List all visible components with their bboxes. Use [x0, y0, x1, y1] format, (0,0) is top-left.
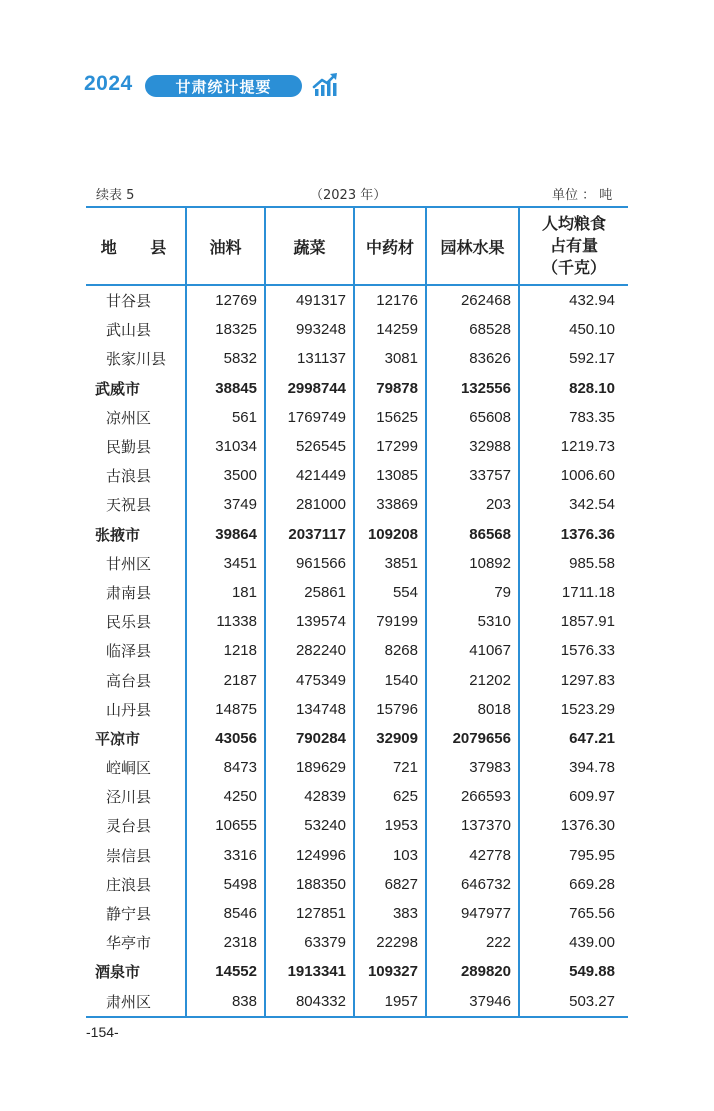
fruits-cell: 262468 [426, 285, 519, 315]
oilseed-cell: 14552 [186, 957, 265, 986]
page-number: -154- [86, 1024, 119, 1040]
fruits-cell: 79 [426, 578, 519, 607]
herbs-cell: 15625 [354, 403, 426, 432]
oilseed-cell: 181 [186, 578, 265, 607]
herbs-cell: 109327 [354, 957, 426, 986]
region-name-cell: 庄浪县 [106, 875, 152, 894]
herbs-cell: 33869 [354, 490, 426, 519]
oilseed-cell: 39864 [186, 520, 265, 549]
vegetables-cell: 961566 [265, 549, 354, 578]
oilseed-cell: 8546 [186, 899, 265, 928]
oilseed-cell: 10655 [186, 811, 265, 840]
fruits-cell: 68528 [426, 315, 519, 344]
herbs-cell: 79878 [354, 374, 426, 403]
county-row [86, 870, 628, 899]
city-row [86, 957, 628, 986]
vegetables-cell: 281000 [265, 490, 354, 519]
herbs-cell: 32909 [354, 724, 426, 753]
grain-per-capita-cell: 765.56 [519, 899, 628, 928]
region-name-cell: 凉州区 [106, 408, 152, 427]
fruits-cell: 5310 [426, 607, 519, 636]
grain-per-capita-cell: 1219.73 [519, 432, 628, 461]
book-title-pill: 甘肃统计提要 [145, 75, 302, 97]
grain-per-capita-cell: 647.21 [519, 724, 628, 753]
grain-per-capita-cell: 549.88 [519, 957, 628, 986]
vegetables-cell: 131137 [265, 344, 354, 373]
region-name-cell: 平凉市 [95, 729, 141, 748]
region-name-cell: 肃南县 [106, 583, 152, 602]
county-row [86, 987, 628, 1017]
herbs-cell: 383 [354, 899, 426, 928]
year-note: （2023 年） [310, 188, 387, 203]
fruits-cell: 37946 [426, 987, 519, 1017]
region-name-cell: 华亭市 [106, 934, 152, 953]
region-name-cell: 张家川县 [106, 350, 167, 369]
herbs-cell: 12176 [354, 285, 426, 315]
col-header-herbs: 中药材 [354, 207, 426, 285]
herbs-cell: 109208 [354, 520, 426, 549]
county-row [86, 461, 628, 490]
fruits-cell: 289820 [426, 957, 519, 986]
table-label: 续表 5 [96, 188, 135, 203]
vegetables-cell: 53240 [265, 811, 354, 840]
region-name-cell: 灵台县 [106, 817, 152, 836]
herbs-cell: 14259 [354, 315, 426, 344]
grain-per-capita-cell: 783.35 [519, 403, 628, 432]
unit-label: 单位 ： 吨 [552, 188, 613, 203]
oilseed-cell: 12769 [186, 285, 265, 315]
county-row [86, 344, 628, 373]
herbs-cell: 8268 [354, 636, 426, 665]
vegetables-cell: 993248 [265, 315, 354, 344]
herbs-cell: 1953 [354, 811, 426, 840]
county-row [86, 753, 628, 782]
header-line-1: 人均粮食 [541, 214, 606, 233]
vegetables-cell: 25861 [265, 578, 354, 607]
grain-per-capita-cell: 1576.33 [519, 636, 628, 665]
region-name-cell: 临泽县 [106, 642, 152, 661]
oilseed-cell: 11338 [186, 607, 265, 636]
oilseed-cell: 8473 [186, 753, 265, 782]
fruits-cell: 222 [426, 928, 519, 957]
vegetables-cell: 124996 [265, 841, 354, 870]
grain-per-capita-cell: 439.00 [519, 928, 628, 957]
grain-per-capita-cell: 1523.29 [519, 695, 628, 724]
col-header-oilseed: 油料 [186, 207, 265, 285]
fruits-cell: 37983 [426, 753, 519, 782]
vegetables-cell: 491317 [265, 285, 354, 315]
city-row [86, 374, 628, 403]
grain-per-capita-cell: 1297.83 [519, 665, 628, 694]
region-name-cell: 静宁县 [106, 905, 152, 924]
grain-per-capita-cell: 828.10 [519, 374, 628, 403]
grain-per-capita-cell: 503.27 [519, 987, 628, 1017]
fruits-cell: 203 [426, 490, 519, 519]
oilseed-cell: 31034 [186, 432, 265, 461]
city-row [86, 724, 628, 753]
fruits-cell: 137370 [426, 811, 519, 840]
oilseed-cell: 3749 [186, 490, 265, 519]
region-name-cell: 武威市 [95, 379, 141, 398]
county-row [86, 665, 628, 694]
vegetables-cell: 188350 [265, 870, 354, 899]
fruits-cell: 42778 [426, 841, 519, 870]
county-row [86, 899, 628, 928]
city-row [86, 520, 628, 549]
region-name-cell: 张掖市 [95, 525, 141, 544]
oilseed-cell: 38845 [186, 374, 265, 403]
herbs-cell: 1957 [354, 987, 426, 1017]
vegetables-cell: 2998744 [265, 374, 354, 403]
fruits-cell: 32988 [426, 432, 519, 461]
grain-per-capita-cell: 1857.91 [519, 607, 628, 636]
fruits-cell: 33757 [426, 461, 519, 490]
vegetables-cell: 804332 [265, 987, 354, 1017]
region-name-cell: 酒泉市 [95, 963, 141, 982]
grain-per-capita-cell: 450.10 [519, 315, 628, 344]
vegetables-cell: 790284 [265, 724, 354, 753]
oilseed-cell: 43056 [186, 724, 265, 753]
vegetables-cell: 475349 [265, 665, 354, 694]
oilseed-cell: 2187 [186, 665, 265, 694]
grain-per-capita-cell: 342.54 [519, 490, 628, 519]
herbs-cell: 103 [354, 841, 426, 870]
fruits-cell: 83626 [426, 344, 519, 373]
herbs-cell: 3081 [354, 344, 426, 373]
county-row [86, 928, 628, 957]
fruits-cell: 21202 [426, 665, 519, 694]
oilseed-cell: 18325 [186, 315, 265, 344]
county-row [86, 285, 628, 315]
herbs-cell: 625 [354, 782, 426, 811]
county-row [86, 695, 628, 724]
fruits-cell: 41067 [426, 636, 519, 665]
book-year: 2024 [84, 72, 133, 95]
vegetables-cell: 127851 [265, 899, 354, 928]
herbs-cell: 1540 [354, 665, 426, 694]
vegetables-cell: 42839 [265, 782, 354, 811]
grain-per-capita-cell: 795.95 [519, 841, 628, 870]
county-row [86, 490, 628, 519]
vegetables-cell: 2037117 [265, 520, 354, 549]
region-name-cell: 民勤县 [106, 438, 152, 457]
oilseed-cell: 838 [186, 987, 265, 1017]
region-name-cell: 甘谷县 [106, 292, 152, 311]
grain-per-capita-cell: 609.97 [519, 782, 628, 811]
fruits-cell: 947977 [426, 899, 519, 928]
region-name-cell: 肃州区 [86, 987, 186, 1017]
col-header-fruits: 园林水果 [426, 207, 519, 285]
oilseed-cell: 4250 [186, 782, 265, 811]
region-name-cell: 古浪县 [106, 467, 152, 486]
vegetables-cell: 139574 [265, 607, 354, 636]
grain-per-capita-cell: 1006.60 [519, 461, 628, 490]
vegetables-cell: 282240 [265, 636, 354, 665]
col-header-region: 地 县 [86, 207, 186, 285]
col-header-grain-per-capita [519, 207, 628, 285]
grain-per-capita-cell: 669.28 [519, 870, 628, 899]
vegetables-cell: 63379 [265, 928, 354, 957]
vegetables-cell: 189629 [265, 753, 354, 782]
oilseed-cell: 14875 [186, 695, 265, 724]
vegetables-cell: 1913341 [265, 957, 354, 986]
grain-per-capita-cell: 1376.36 [519, 520, 628, 549]
oilseed-cell: 561 [186, 403, 265, 432]
vegetables-cell: 134748 [265, 695, 354, 724]
chart-growth-icon [312, 72, 339, 98]
grain-per-capita-cell: 432.94 [519, 285, 628, 315]
herbs-cell: 17299 [354, 432, 426, 461]
fruits-cell: 132556 [426, 374, 519, 403]
grain-per-capita-cell: 985.58 [519, 549, 628, 578]
oilseed-cell: 1218 [186, 636, 265, 665]
region-name-cell: 甘州区 [106, 554, 152, 573]
grain-per-capita-cell: 1711.18 [519, 578, 628, 607]
header-line-3: （千克） [541, 258, 606, 277]
county-row [86, 432, 628, 461]
county-row [86, 636, 628, 665]
county-row [86, 607, 628, 636]
fruits-cell: 2079656 [426, 724, 519, 753]
region-name-cell: 山丹县 [106, 700, 152, 719]
fruits-cell: 8018 [426, 695, 519, 724]
oilseed-cell: 3316 [186, 841, 265, 870]
fruits-cell: 65608 [426, 403, 519, 432]
region-name-cell: 高台县 [106, 671, 152, 690]
herbs-cell: 6827 [354, 870, 426, 899]
header-line-2: 占有量 [549, 236, 598, 255]
region-name-cell: 崇信县 [106, 846, 152, 865]
county-row [86, 549, 628, 578]
county-row [86, 782, 628, 811]
region-name-cell: 泾川县 [106, 788, 152, 807]
fruits-cell: 266593 [426, 782, 519, 811]
herbs-cell: 15796 [354, 695, 426, 724]
herbs-cell: 13085 [354, 461, 426, 490]
fruits-cell: 646732 [426, 870, 519, 899]
vegetables-cell: 421449 [265, 461, 354, 490]
fruits-cell: 86568 [426, 520, 519, 549]
vegetables-cell: 526545 [265, 432, 354, 461]
herbs-cell: 79199 [354, 607, 426, 636]
vegetables-cell: 1769749 [265, 403, 354, 432]
region-name-cell: 崆峒区 [106, 759, 152, 778]
county-row [86, 578, 628, 607]
grain-per-capita-cell: 592.17 [519, 344, 628, 373]
county-row [86, 811, 628, 840]
county-row [86, 841, 628, 870]
table-header-row [86, 207, 628, 285]
region-name-cell: 武山县 [106, 321, 152, 340]
county-row [86, 315, 628, 344]
herbs-cell: 22298 [354, 928, 426, 957]
herbs-cell: 554 [354, 578, 426, 607]
herbs-cell: 3851 [354, 549, 426, 578]
region-name-cell: 天祝县 [106, 496, 152, 515]
oilseed-cell: 3500 [186, 461, 265, 490]
oilseed-cell: 2318 [186, 928, 265, 957]
oilseed-cell: 3451 [186, 549, 265, 578]
oilseed-cell: 5832 [186, 344, 265, 373]
region-name-cell: 民乐县 [106, 613, 152, 632]
fruits-cell: 10892 [426, 549, 519, 578]
grain-per-capita-cell: 394.78 [519, 753, 628, 782]
herbs-cell: 721 [354, 753, 426, 782]
grain-per-capita-cell: 1376.30 [519, 811, 628, 840]
oilseed-cell: 5498 [186, 870, 265, 899]
county-row [86, 403, 628, 432]
col-header-vegetables: 蔬菜 [265, 207, 354, 285]
statistics-table [86, 206, 628, 1018]
